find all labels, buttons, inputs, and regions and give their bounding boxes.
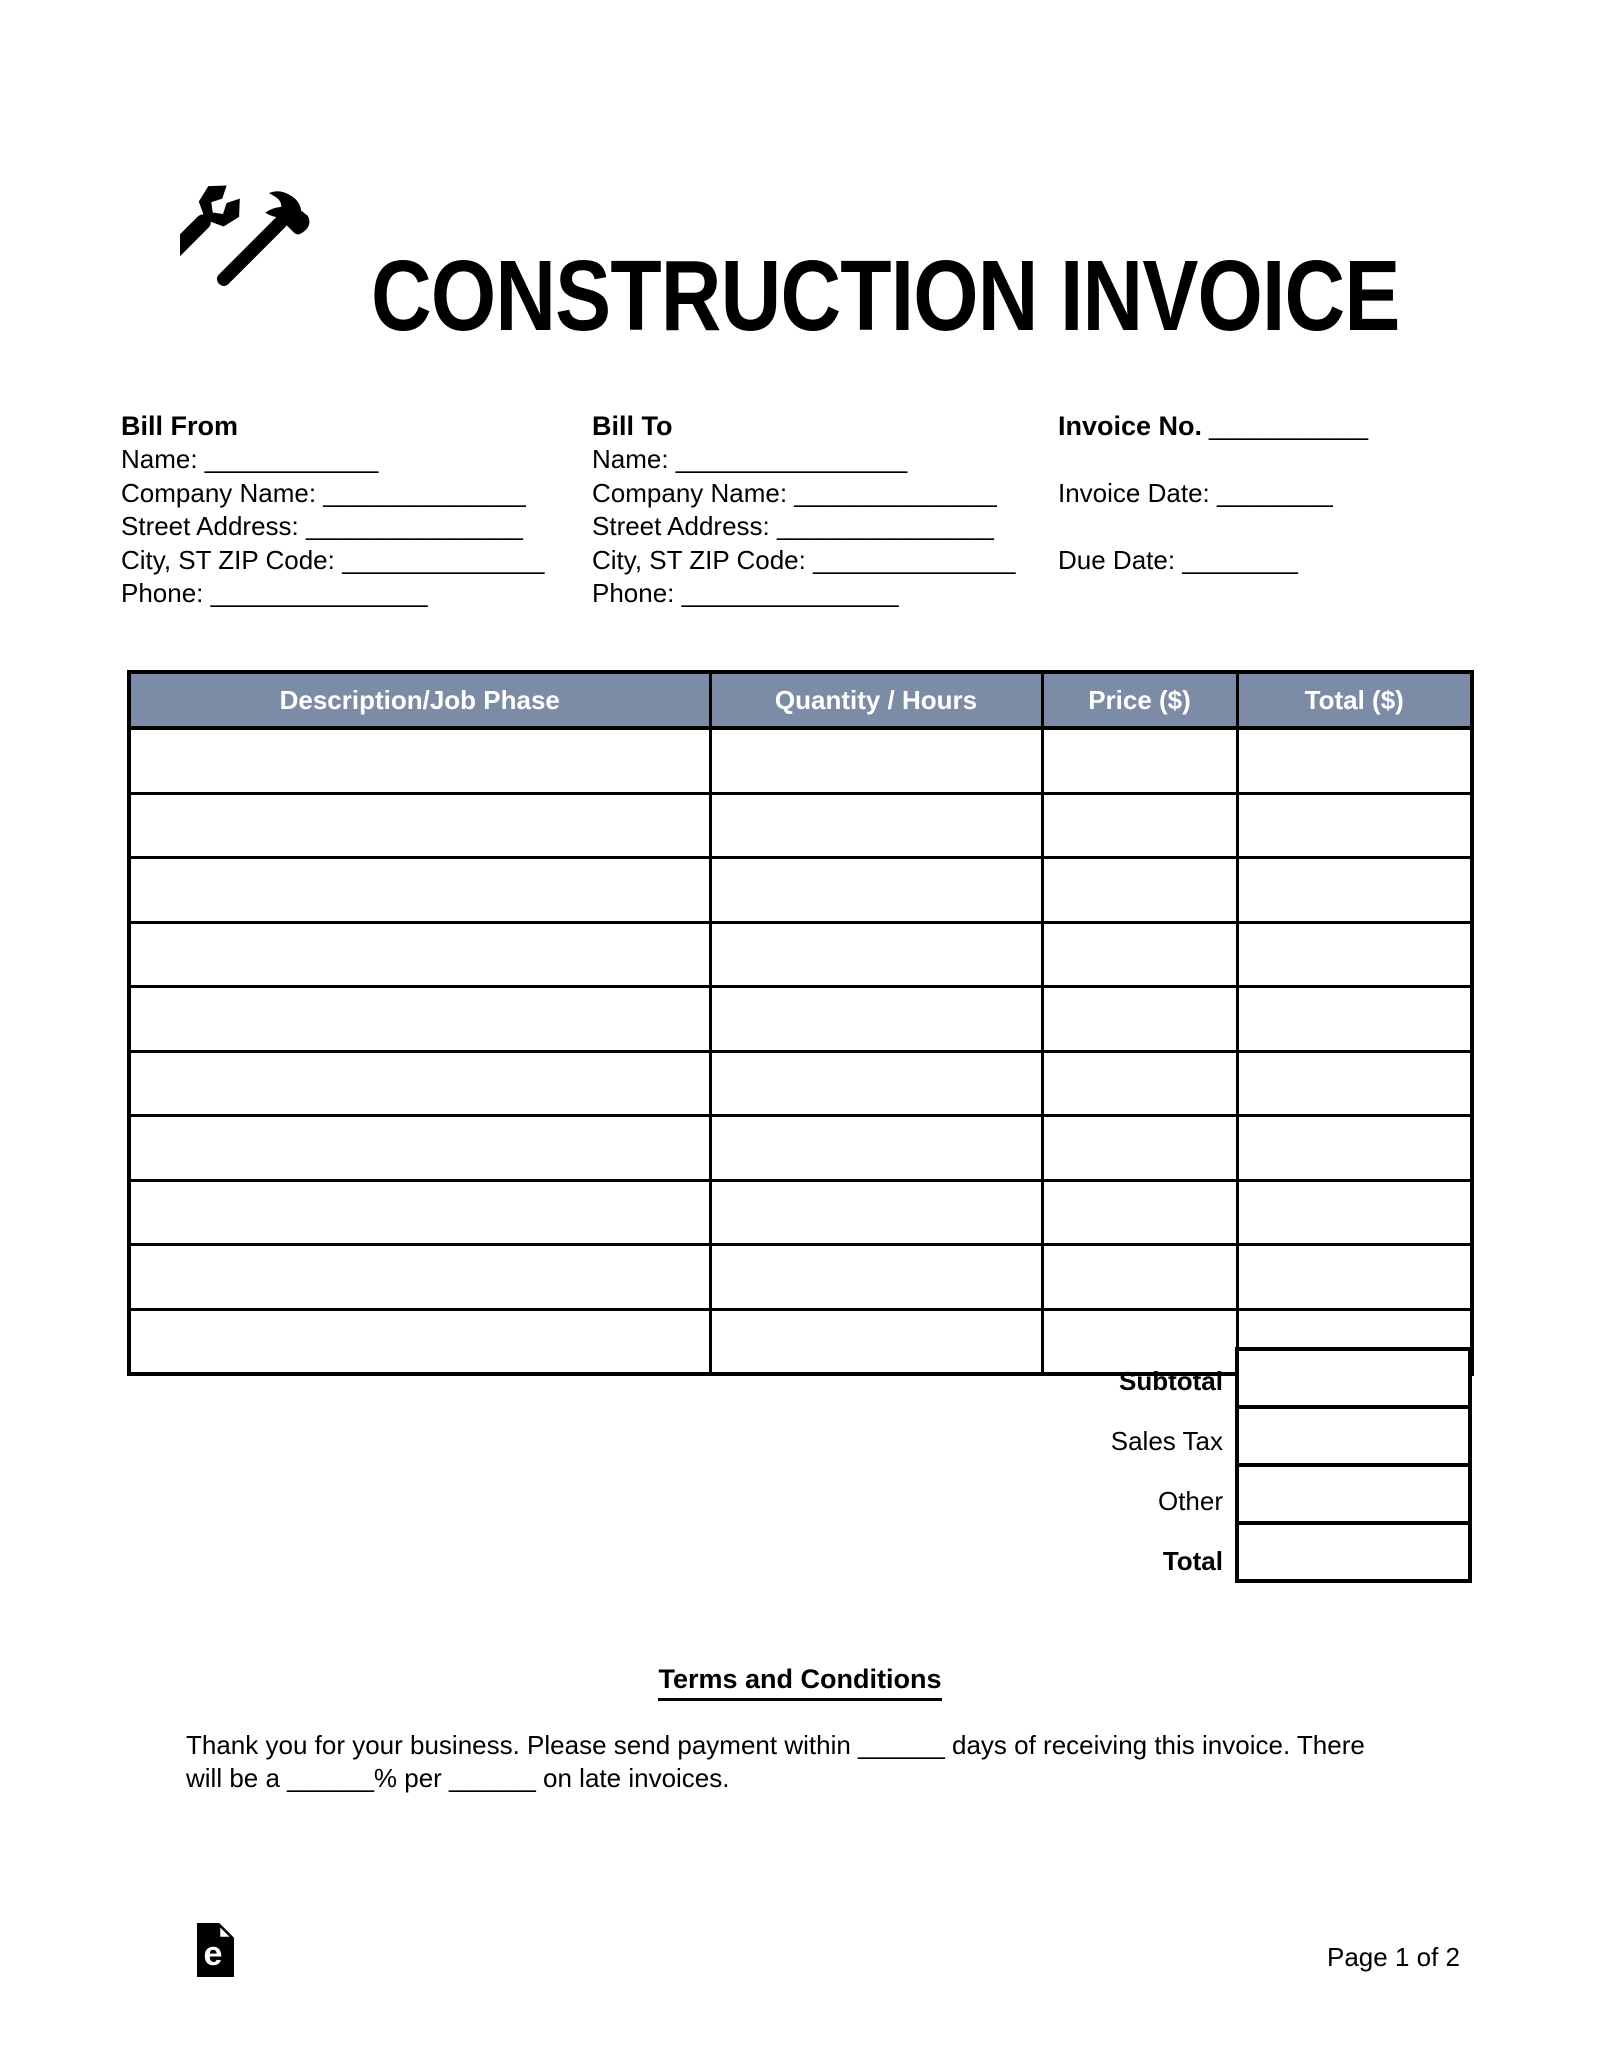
invoice-number-line <box>1058 410 1368 443</box>
item-row <box>129 728 1472 793</box>
item-cell <box>710 1116 1042 1181</box>
item-cell <box>710 728 1042 793</box>
item-cell <box>1237 728 1472 793</box>
item-row <box>129 987 1472 1052</box>
item-cell <box>1042 1116 1237 1181</box>
item-cell <box>129 1051 710 1116</box>
item-cell <box>129 1180 710 1245</box>
page-indicator: Page 1 of 2 <box>1327 1942 1460 1972</box>
item-cell <box>1042 1051 1237 1116</box>
bill-from-company-line: Company Name: ______________ <box>121 477 526 508</box>
item-row <box>129 858 1472 923</box>
bill-to-street-line: Street Address: _______________ <box>592 511 994 542</box>
terms-heading: Terms and Conditions <box>0 1664 1600 1701</box>
bill-from-city-line: City, ST ZIP Code: ______________ <box>121 544 545 575</box>
item-cell <box>1237 1245 1472 1310</box>
item-row <box>129 1180 1472 1245</box>
bill-to-section <box>592 410 1016 610</box>
item-cell <box>710 1245 1042 1310</box>
item-cell <box>129 858 710 923</box>
item-cell <box>129 987 710 1052</box>
total-value-box <box>1237 1523 1470 1581</box>
line-items-table <box>127 670 1474 1376</box>
item-cell <box>710 858 1042 923</box>
bill-to-city-line: City, ST ZIP Code: ______________ <box>592 544 1016 575</box>
invoice-number-blank: ___________ <box>1209 411 1369 441</box>
item-cell <box>1042 1245 1237 1310</box>
column-header-description: Description/Job Phase <box>129 672 710 728</box>
other-value-box <box>1237 1465 1470 1523</box>
item-row <box>129 1245 1472 1310</box>
item-cell <box>1042 1180 1237 1245</box>
item-cell <box>1237 1180 1472 1245</box>
item-cell <box>1237 922 1472 987</box>
totals-boxes <box>1235 1347 1472 1583</box>
svg-text:e: e <box>203 1935 223 1973</box>
item-cell <box>1237 987 1472 1052</box>
item-cell <box>1042 728 1237 793</box>
item-cell <box>129 922 710 987</box>
item-cell <box>710 1051 1042 1116</box>
subtotal-label: Subtotal <box>1119 1366 1223 1396</box>
item-cell <box>1237 858 1472 923</box>
bill-from-section <box>121 410 545 610</box>
item-cell <box>710 1180 1042 1245</box>
column-header-quantity: Quantity / Hours <box>710 672 1042 728</box>
invoice-number-label: Invoice No. <box>1058 411 1203 441</box>
bill-to-company-line: Company Name: ______________ <box>592 477 997 508</box>
terms-body-text: Thank you for your business. Please send payment within ______ days of receiving this invoice. There will be a ______% per ______ on late invoices. <box>186 1730 1365 1793</box>
totals-labels <box>700 1347 1223 1587</box>
item-cell <box>710 987 1042 1052</box>
item-row <box>129 922 1472 987</box>
item-cell <box>129 1309 710 1374</box>
item-row <box>129 1116 1472 1181</box>
item-cell <box>129 793 710 858</box>
due-date-line: Due Date: ________ <box>1058 544 1298 575</box>
bill-from-phone-line: Phone: _______________ <box>121 578 428 609</box>
bill-to-name-line: Name: ________________ <box>592 444 908 475</box>
item-cell <box>1042 858 1237 923</box>
item-cell <box>1042 922 1237 987</box>
bill-from-name-line: Name: ____________ <box>121 444 379 475</box>
other-label: Other <box>1157 1486 1223 1516</box>
item-row <box>129 793 1472 858</box>
item-cell <box>1237 1051 1472 1116</box>
column-header-price: Price ($) <box>1042 672 1237 728</box>
subtotal-value-box <box>1237 1349 1470 1407</box>
eforms-logo-icon <box>197 1923 234 1977</box>
items-tbody <box>129 728 1472 1374</box>
page-title: CONSTRUCTION INVOICE <box>371 240 1400 352</box>
item-cell <box>1237 1116 1472 1181</box>
bill-from-heading: Bill From <box>121 411 239 441</box>
invoice-meta-section <box>1058 410 1368 577</box>
sales-tax-label: Sales Tax <box>1110 1426 1223 1456</box>
sales-tax-value-box <box>1237 1407 1470 1465</box>
items-header-row <box>129 672 1472 728</box>
item-cell <box>129 1116 710 1181</box>
invoice-date-line: Invoice Date: ________ <box>1058 477 1333 508</box>
item-cell <box>710 922 1042 987</box>
column-header-total: Total ($) <box>1237 672 1472 728</box>
item-row <box>129 1051 1472 1116</box>
bill-to-heading: Bill To <box>592 411 673 441</box>
item-cell <box>1042 987 1237 1052</box>
hammer-and-wrench-icon <box>180 180 325 325</box>
bill-from-street-line: Street Address: _______________ <box>121 511 523 542</box>
item-cell <box>1042 793 1237 858</box>
item-cell <box>1237 793 1472 858</box>
bill-to-phone-line: Phone: _______________ <box>592 578 899 609</box>
item-cell <box>129 728 710 793</box>
total-label: Total <box>1162 1546 1223 1576</box>
item-cell <box>710 793 1042 858</box>
item-cell <box>129 1245 710 1310</box>
